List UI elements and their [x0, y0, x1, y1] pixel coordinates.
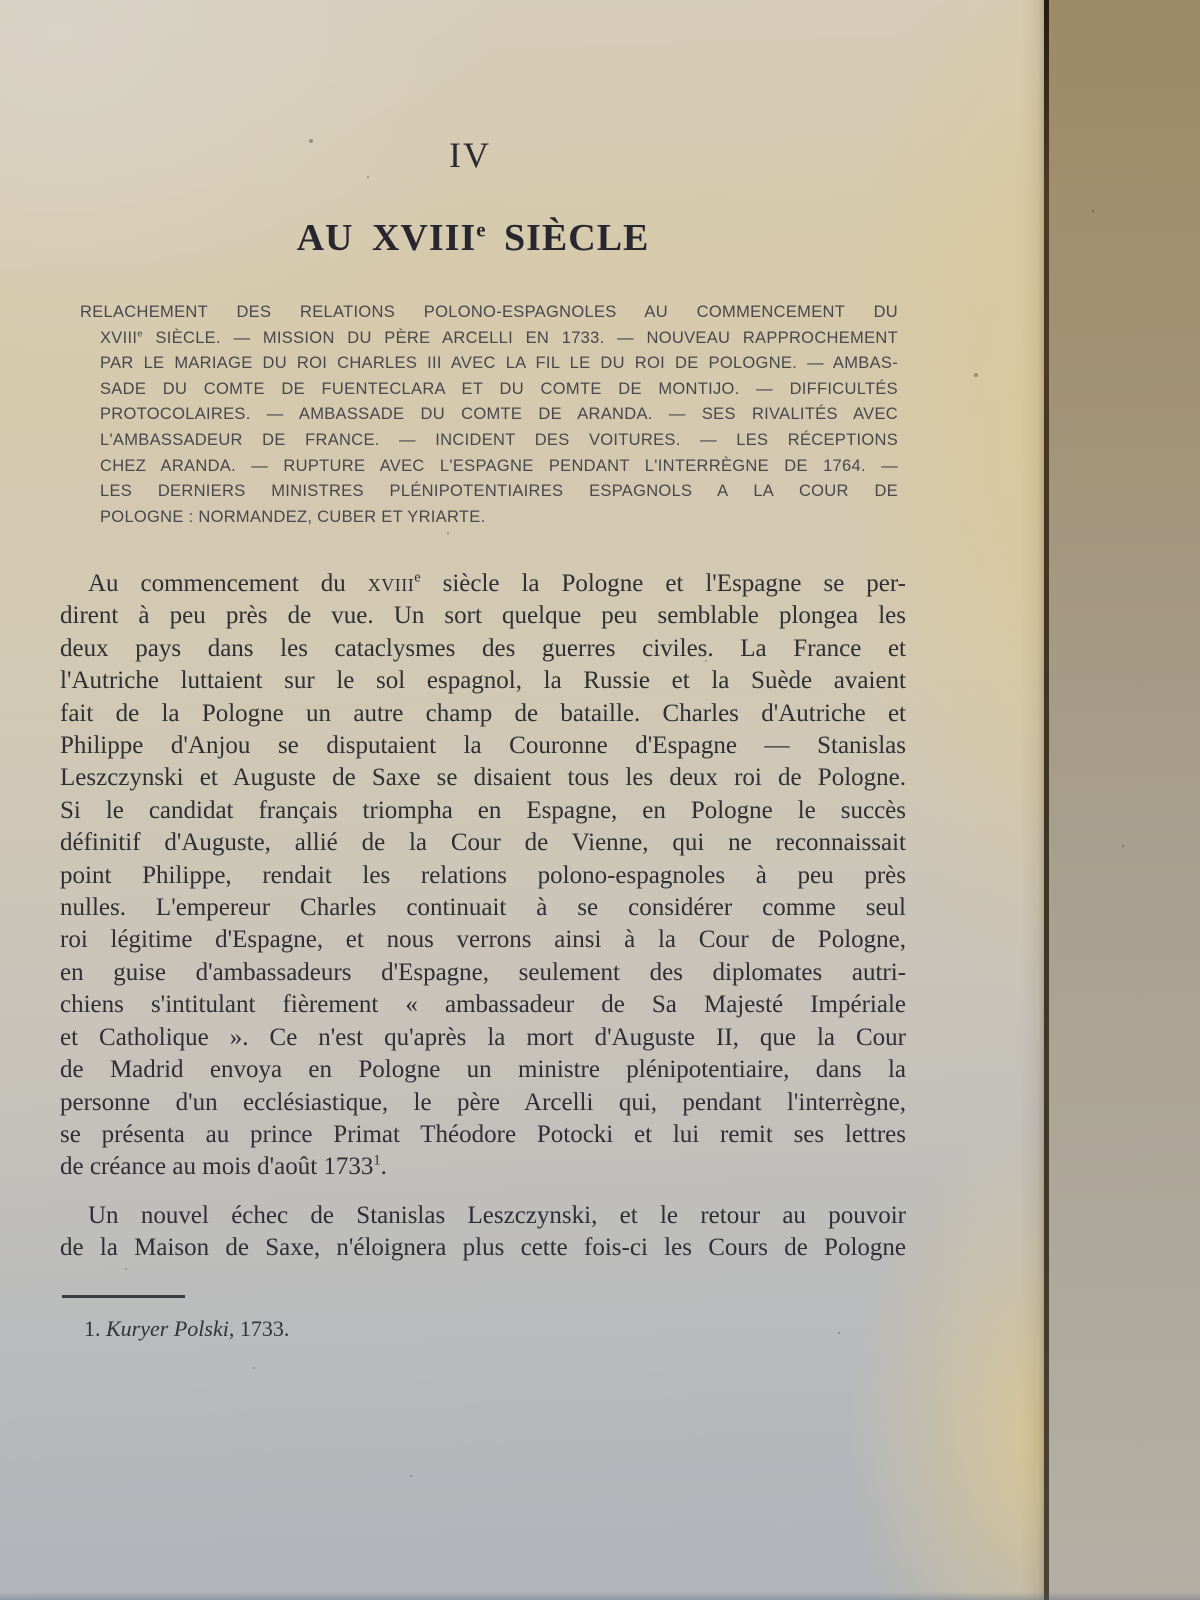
body-line: point Philippe, rendait les relations polono-espagnoles à peu près — [60, 861, 906, 889]
body-line: Un nouvel échec de Stanislas Leszczynski, et le retour au pouvoir — [88, 1201, 906, 1229]
summary-line: RELACHEMENT DES RELATIONS POLONO-ESPAGNOLES AU COMMENCEMENT DU — [80, 303, 898, 321]
body-line: de Madrid envoya en Pologne un ministre plénipotentiaire, dans la — [60, 1056, 906, 1084]
body-line: deux pays dans les cataclysmes des guerres civiles. La France et — [60, 634, 906, 662]
summary-line: PROTOCOLAIRES. — AMBASSADE DU COMTE DE ARANDA. — SES RIVALITÉS AVEC — [100, 405, 898, 424]
body-line: Au commencement du xviii$^e$ siècle la Pologne et l'Espagne se per- — [88, 569, 906, 597]
footnote-tail: , 1733. — [228, 1316, 290, 1341]
chapter-number: IV — [449, 135, 491, 175]
bottom-shadow — [0, 1592, 1200, 1600]
body-line: dirent à peu près de vue. Un sort quelque peu semblable plongea les — [60, 602, 906, 630]
body-line: chiens s'intitulant fièrement « ambassadeur de Sa Majesté Impériale — [60, 991, 906, 1019]
body-line: définitif d'Auguste, allié de la Cour de Vienne, qui ne reconnaissait — [60, 829, 906, 857]
body-line: Si le candidat français triompha en Espagne, en Pologne le succès — [60, 796, 906, 824]
summary-line: SADE DU COMTE DE FUENTECLARA ET DU COMTE DE MONTIJO. — DIFFICULTÉS — [100, 379, 898, 398]
body-line: nulles. L'empereur Charles continuait à se considérer comme seul — [60, 894, 906, 922]
body-line: personne d'un ecclésiastique, le père Arcelli qui, pendant l'interrègne, — [60, 1088, 906, 1116]
body-line: de la Maison de Saxe, n'éloignera plus cette fois-ci les Cours de Pologne — [60, 1234, 906, 1262]
footnote-marker: 1. — [84, 1316, 106, 1341]
body-paragraph — [60, 568, 906, 1184]
summary-line: CHEZ ARANDA. — RUPTURE AVEC L'ESPAGNE PENDANT L'INTERRÈGNE DE 1764. — — [100, 456, 898, 475]
footnote-rule — [62, 1295, 185, 1298]
summary-line: LES DERNIERS MINISTRES PLÉNIPOTENTIAIRES ESPAGNOLS A LA COUR DE — [100, 482, 898, 501]
summary-line: XVIIIe SIÈCLE. — MISSION DU PÈRE ARCELLI EN 1733. — NOUVEAU RAPPROCHEMENT — [100, 328, 898, 347]
body-line: se présenta au prince Primat Théodore Potocki et lui remit ses lettres — [60, 1120, 906, 1148]
body-line: en guise d'ambassadeurs d'Espagne, seulement des diplomates autri- — [60, 958, 906, 986]
chapter-title — [0, 216, 946, 260]
page-edge-line — [1044, 0, 1049, 1600]
chapter-title-suffix: SIÈCLE — [485, 217, 650, 259]
chapter-title-prefix: AU XVIII — [296, 217, 477, 259]
summary-line: PAR LE MARIAGE DU ROI CHARLES III AVEC LA FIL LE DU ROI DE POLOGNE. — AMBAS- — [100, 354, 898, 373]
chapter-summary-block — [80, 300, 898, 530]
footnote-work-title: Kuryer Polski — [106, 1316, 229, 1341]
dust-specks — [0, 0, 2, 2]
summary-line: POLOGNE : NORMANDEZ, CUBER ET YRIARTE. — [100, 507, 486, 526]
adjacent-page-surface — [1049, 0, 1200, 1600]
body-line: et Catholique ». Ce n'est qu'après la mort d'Auguste II, que la Cour — [60, 1023, 906, 1051]
body-line: de créance au mois d'août 1733$^1$. — [60, 1152, 387, 1181]
body-line: Leszczynski et Auguste de Saxe se disaient tous les deux roi de Pologne. — [60, 764, 906, 792]
body-line: l'Autriche luttaient sur le sol espagnol, la Russie et la Suède avaient — [60, 667, 906, 695]
chapter-title-superscript: e — [476, 217, 486, 242]
body-line: fait de la Pologne un autre champ de bataille. Charles d'Autriche et — [60, 699, 906, 727]
body-line: Philippe d'Anjou se disputaient la Couronne d'Espagne — Stanislas — [60, 732, 906, 760]
body-paragraph — [60, 1200, 906, 1265]
body-line: roi légitime d'Espagne, et nous verrons ainsi à la Cour de Pologne, — [60, 926, 906, 954]
summary-line: L'AMBASSADEUR DE FRANCE. — INCIDENT DES VOITURES. — LES RÉCEPTIONS — [100, 430, 898, 449]
body-text — [60, 568, 906, 1265]
footnote — [84, 1316, 289, 1342]
